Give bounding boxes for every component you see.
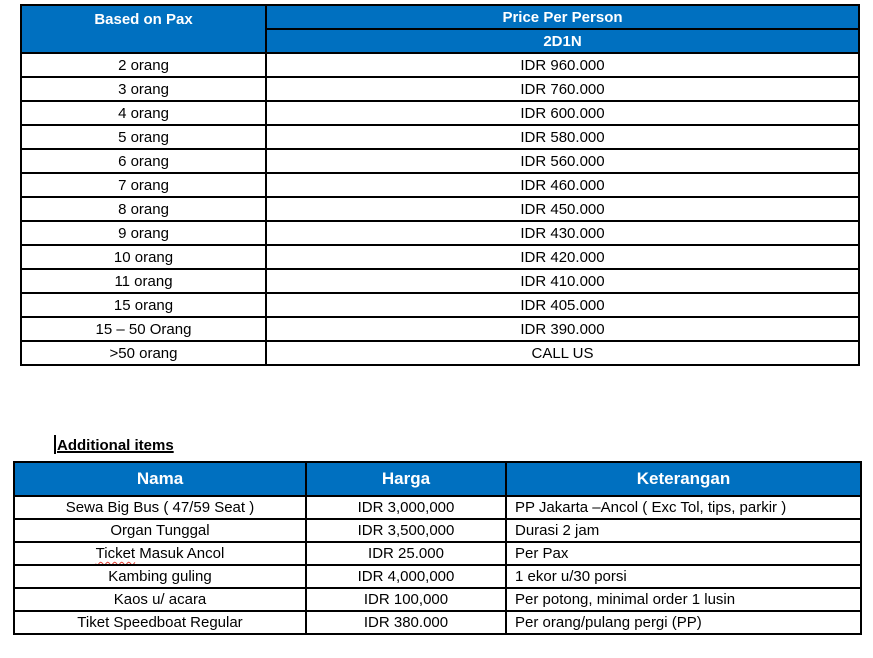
price-cell: IDR 450.000	[266, 197, 859, 221]
harga-cell: IDR 4,000,000	[306, 565, 506, 588]
pax-cell: 11 orang	[21, 269, 266, 293]
table-row	[21, 149, 859, 173]
header-price-per-person: Price Per Person	[266, 5, 859, 29]
table-row	[14, 519, 861, 542]
nama-cell: Sewa Big Bus ( 47/59 Seat )	[14, 496, 306, 519]
keterangan-cell: PP Jakarta –Ancol ( Exc Tol, tips, parkir )	[506, 496, 861, 519]
table-row	[21, 53, 859, 77]
pax-cell: 15 orang	[21, 293, 266, 317]
table-row	[14, 496, 861, 519]
misspelled-word: Ticket	[95, 545, 136, 562]
table-row	[14, 611, 861, 634]
pax-cell: 9 orang	[21, 221, 266, 245]
price-cell: IDR 760.000	[266, 77, 859, 101]
price-cell: CALL US	[266, 341, 859, 365]
table-row	[21, 101, 859, 125]
pax-cell: 4 orang	[21, 101, 266, 125]
nama-cell: Organ Tunggal	[14, 519, 306, 542]
table-row	[21, 125, 859, 149]
table-row	[14, 542, 861, 565]
pax-table-header-row	[21, 5, 859, 29]
keterangan-cell: Durasi 2 jam	[506, 519, 861, 542]
header-harga: Harga	[306, 462, 506, 496]
price-cell: IDR 560.000	[266, 149, 859, 173]
nama-cell: Kaos u/ acara	[14, 588, 306, 611]
table-row	[14, 565, 861, 588]
text-cursor	[54, 435, 56, 454]
keterangan-cell: Per Pax	[506, 542, 861, 565]
table-row	[21, 245, 859, 269]
additional-items-table	[13, 461, 862, 635]
harga-cell: IDR 3,000,000	[306, 496, 506, 519]
price-cell: IDR 460.000	[266, 173, 859, 197]
pax-cell: 8 orang	[21, 197, 266, 221]
table-row	[14, 588, 861, 611]
nama-cell: Tiket Speedboat Regular	[14, 611, 306, 634]
keterangan-cell: Per potong, minimal order 1 lusin	[506, 588, 861, 611]
table-row	[21, 173, 859, 197]
harga-cell: IDR 25.000	[306, 542, 506, 565]
pax-cell: 2 orang	[21, 53, 266, 77]
pax-cell: 5 orang	[21, 125, 266, 149]
harga-cell: IDR 380.000	[306, 611, 506, 634]
price-cell: IDR 430.000	[266, 221, 859, 245]
price-cell: IDR 960.000	[266, 53, 859, 77]
pax-price-table	[20, 4, 860, 366]
header-keterangan: Keterangan	[506, 462, 861, 496]
table-row	[21, 77, 859, 101]
nama-cell	[14, 542, 306, 565]
additional-table-header-row	[14, 462, 861, 496]
pax-cell: 7 orang	[21, 173, 266, 197]
nama-cell: Kambing guling	[14, 565, 306, 588]
additional-items-heading: Additional items	[57, 437, 174, 454]
table-row	[21, 341, 859, 365]
table-row	[21, 317, 859, 341]
additional-items-heading-row	[54, 435, 174, 457]
header-2d1n: 2D1N	[266, 29, 859, 53]
harga-cell: IDR 100,000	[306, 588, 506, 611]
price-cell: IDR 600.000	[266, 101, 859, 125]
pax-cell: 6 orang	[21, 149, 266, 173]
nama-rest: Masuk Ancol	[135, 545, 225, 562]
keterangan-cell: Per orang/pulang pergi (PP)	[506, 611, 861, 634]
table-row	[21, 221, 859, 245]
price-cell: IDR 405.000	[266, 293, 859, 317]
header-nama: Nama	[14, 462, 306, 496]
table-row	[21, 197, 859, 221]
price-cell: IDR 410.000	[266, 269, 859, 293]
price-cell: IDR 580.000	[266, 125, 859, 149]
header-based-on-pax: Based on Pax	[21, 5, 266, 53]
table-row	[21, 269, 859, 293]
pax-cell: 10 orang	[21, 245, 266, 269]
keterangan-cell: 1 ekor u/30 porsi	[506, 565, 861, 588]
pax-cell: 15 – 50 Orang	[21, 317, 266, 341]
harga-cell: IDR 3,500,000	[306, 519, 506, 542]
price-cell: IDR 390.000	[266, 317, 859, 341]
price-cell: IDR 420.000	[266, 245, 859, 269]
pax-cell: >50 orang	[21, 341, 266, 365]
table-row	[21, 293, 859, 317]
pax-cell: 3 orang	[21, 77, 266, 101]
